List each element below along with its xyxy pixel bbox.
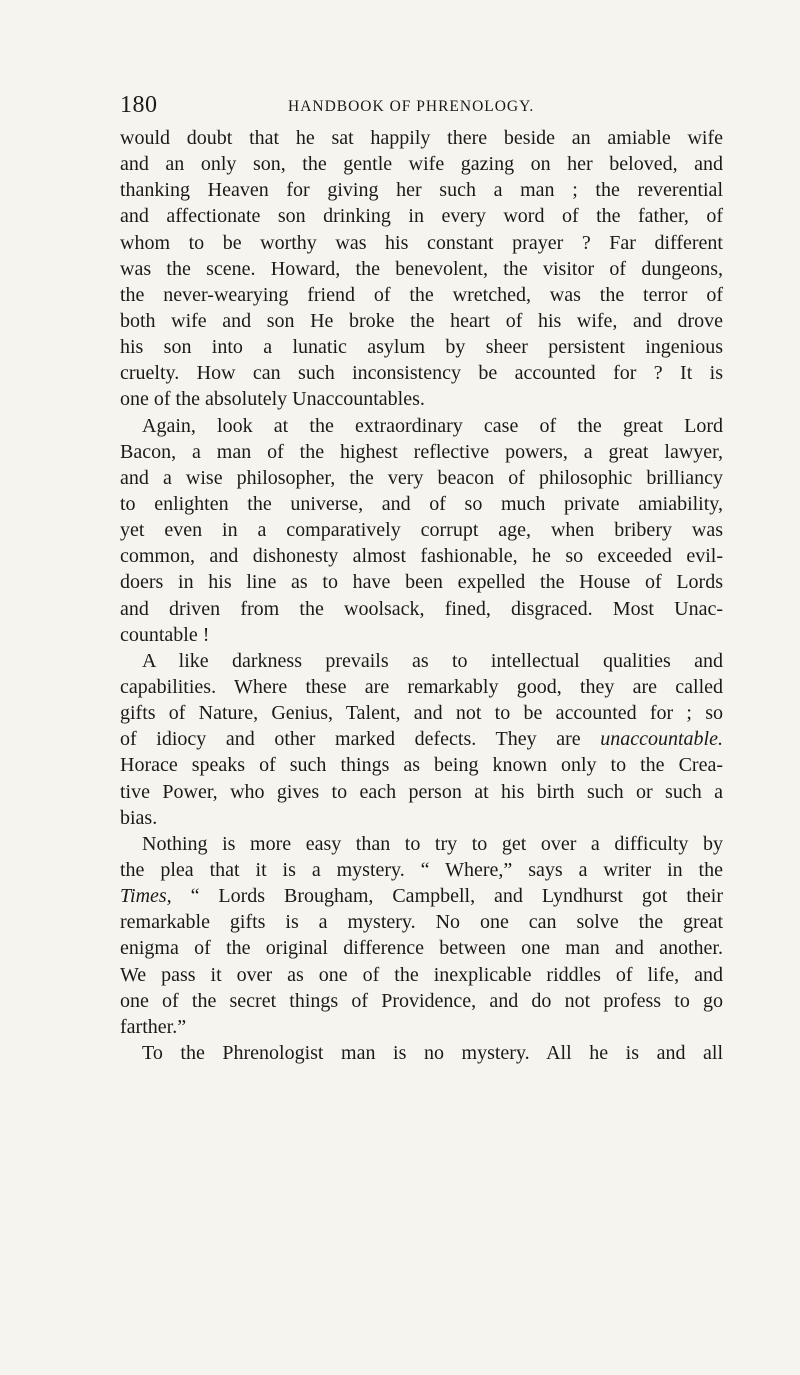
text-line: doers in his line as to have been expelled the House of Lords	[120, 571, 723, 594]
text-line: We pass it over as one of the inexplicable riddles of life, and	[120, 963, 723, 986]
text-line: his son into a lunatic asylum by sheer persistent ingenious	[120, 336, 723, 359]
text-line: yet even in a comparatively corrupt age, when bribery was	[120, 519, 723, 542]
text-line: farther.”	[120, 1015, 187, 1038]
body-text	[120, 125, 723, 1066]
text-line: Bacon, a man of the highest reflective powers, a great lawyer,	[120, 440, 723, 463]
text-line: would doubt that he sat happily there beside an amiable wife	[120, 127, 723, 149]
text-line: tive Power, who gives to each person at his birth such or such a	[120, 780, 723, 803]
text-line-roman: of idiocy and other marked defects. They are	[120, 728, 581, 751]
text-line: both wife and son He broke the heart of his wife, and drove	[120, 309, 723, 332]
text-line: countable !	[120, 623, 210, 646]
italic-word: Times,	[120, 885, 172, 908]
text-line: gifts of Nature, Genius, Talent, and not to be accounted for ; so	[120, 702, 723, 725]
text-line: Nothing is more easy than to try to get over a difficulty by	[142, 832, 723, 855]
text-line: Horace speaks of such things as being known only to the Crea-	[120, 754, 723, 777]
text-line: whom to be worthy was his constant prayer ? Far different	[120, 231, 723, 254]
text-line: and affectionate son drinking in every word of the father, of	[120, 205, 723, 228]
text-line: to enlighten the universe, and of so much private amiability,	[120, 492, 723, 515]
text-line: cruelty. How can such inconsistency be accounted for ? It is	[120, 362, 723, 385]
text-line: one of the secret things of Providence, and do not profess to go	[120, 989, 723, 1012]
running-head	[120, 90, 700, 120]
text-line: remarkable gifts is a mystery. No one can solve the great	[120, 911, 723, 934]
running-title: HANDBOOK OF PHRENOLOGY.	[288, 98, 535, 115]
text-line: common, and dishonesty almost fashionable, he so exceeded evil-	[120, 545, 723, 568]
text-line: the plea that it is a mystery. “ Where,” says a writer in the	[120, 858, 723, 881]
text-line	[120, 726, 723, 752]
italic-word: unaccountable.	[600, 728, 723, 751]
text-line: A like darkness prevails as to intellectual qualities and	[142, 649, 723, 672]
text-line: the never-wearying friend of the wretched, was the terror of	[120, 283, 723, 306]
text-line: thanking Heaven for giving her such a man ; the reverential	[120, 179, 723, 202]
text-line: and driven from the woolsack, fined, disgraced. Most Unac-	[120, 597, 723, 620]
text-line: one of the absolutely Unaccountables.	[120, 388, 425, 411]
text-line	[120, 883, 723, 909]
text-line: enigma of the original difference between one man and another.	[120, 937, 723, 960]
text-line: capabilities. Where these are remarkably good, they are called	[120, 675, 723, 698]
text-line: and a wise philosopher, the very beacon of philosophic brilliancy	[120, 466, 723, 489]
text-line: was the scene. Howard, the benevolent, the visitor of dungeons,	[120, 257, 723, 280]
text-line: To the Phrenologist man is no mystery. All he is and all	[142, 1041, 723, 1064]
text-line: and an only son, the gentle wife gazing on her beloved, and	[120, 153, 723, 176]
text-line-roman: “ Lords Brougham, Campbell, and Lyndhurst got their	[190, 885, 723, 908]
page-number: 180	[120, 92, 158, 118]
text-line: Again, look at the extraordinary case of the great Lord	[142, 414, 723, 437]
text-line: bias.	[120, 806, 158, 829]
